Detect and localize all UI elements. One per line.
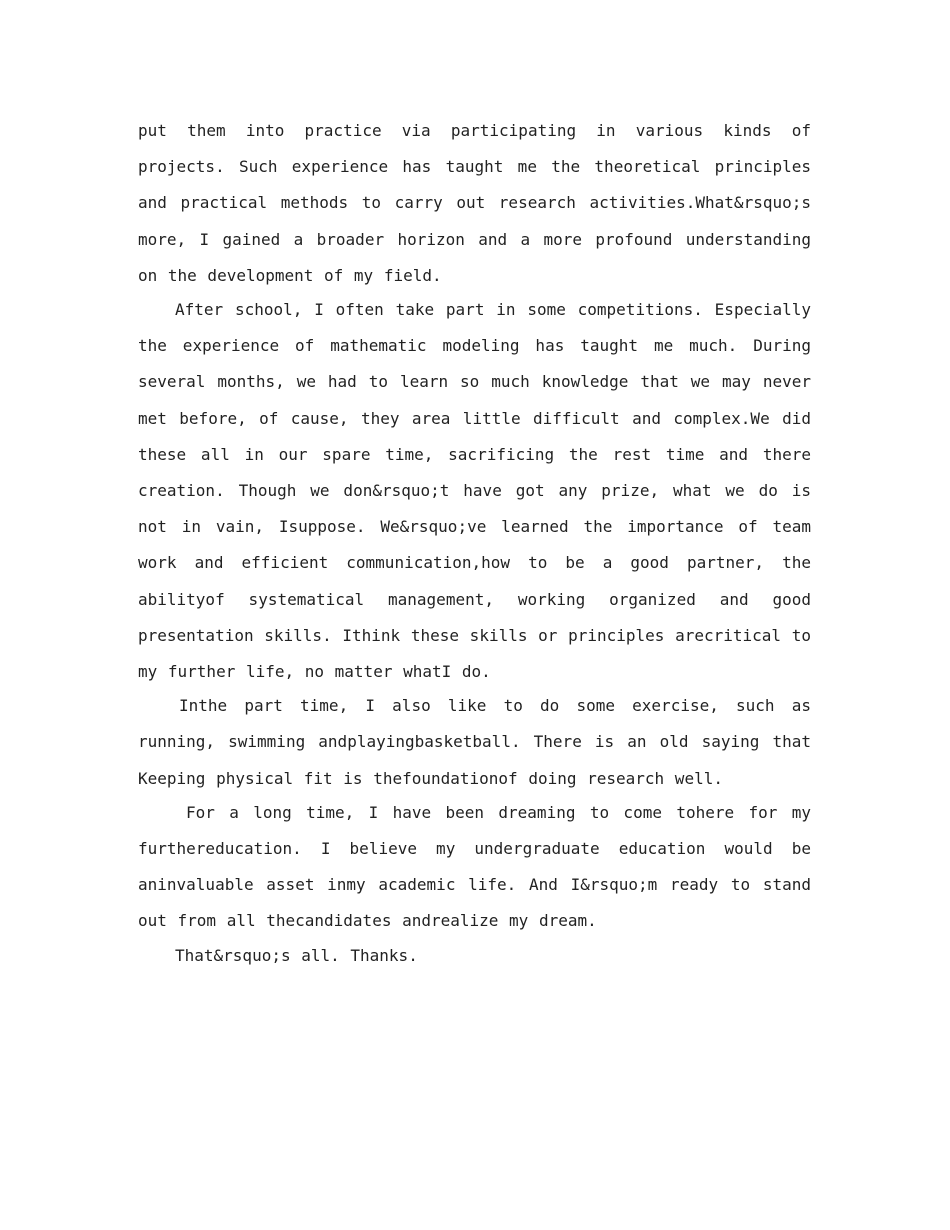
paragraph-competitions: After school, I often take part in some competitions. Especially the experience of mathematic modeling has taught me much. During several months, we had to learn so much knowledge that we may never met before, of cause, they area little difficult and complex.We did these all in our spare time, sacrificing the rest time and there creation. Though we don&rsquo;t have got any prize, what we do is not in vain, Isuppose. We&rsquo;ve learned the importance of team work and efficient communication,how to be a good partner, the abilityof systematical management, working organized and good presentation skills. Ithink these skills or principles arecritical to my further life, no matter whatI do.: [138, 300, 811, 682]
paragraph-closing: That&rsquo;s all. Thanks.: [175, 945, 418, 965]
paragraph-continuation: put them into practice via participating in various kinds of projects. Such experience has taught me the theoretical principles and practical methods to carry out research activities.What&rsquo;s more, I gained a broader horizon and a more profound understanding on the development of my field.: [138, 121, 811, 285]
paragraph-education-goal: For a long time, I have been dreaming to come tohere for my furthereducation. I believe my undergraduate education would be aninvaluable asset inmy academic life. And I&rsquo;m ready to stand out from all thecandidates andrealize my dream.: [138, 802, 811, 931]
paragraph-exercise: Inthe part time, I also like to do some exercise, such as running, swimming andplayingbasketball. There is an old saying that Keeping physical fit is thefoundationof doing research well.: [138, 696, 811, 788]
document-body: [138, 113, 811, 974]
